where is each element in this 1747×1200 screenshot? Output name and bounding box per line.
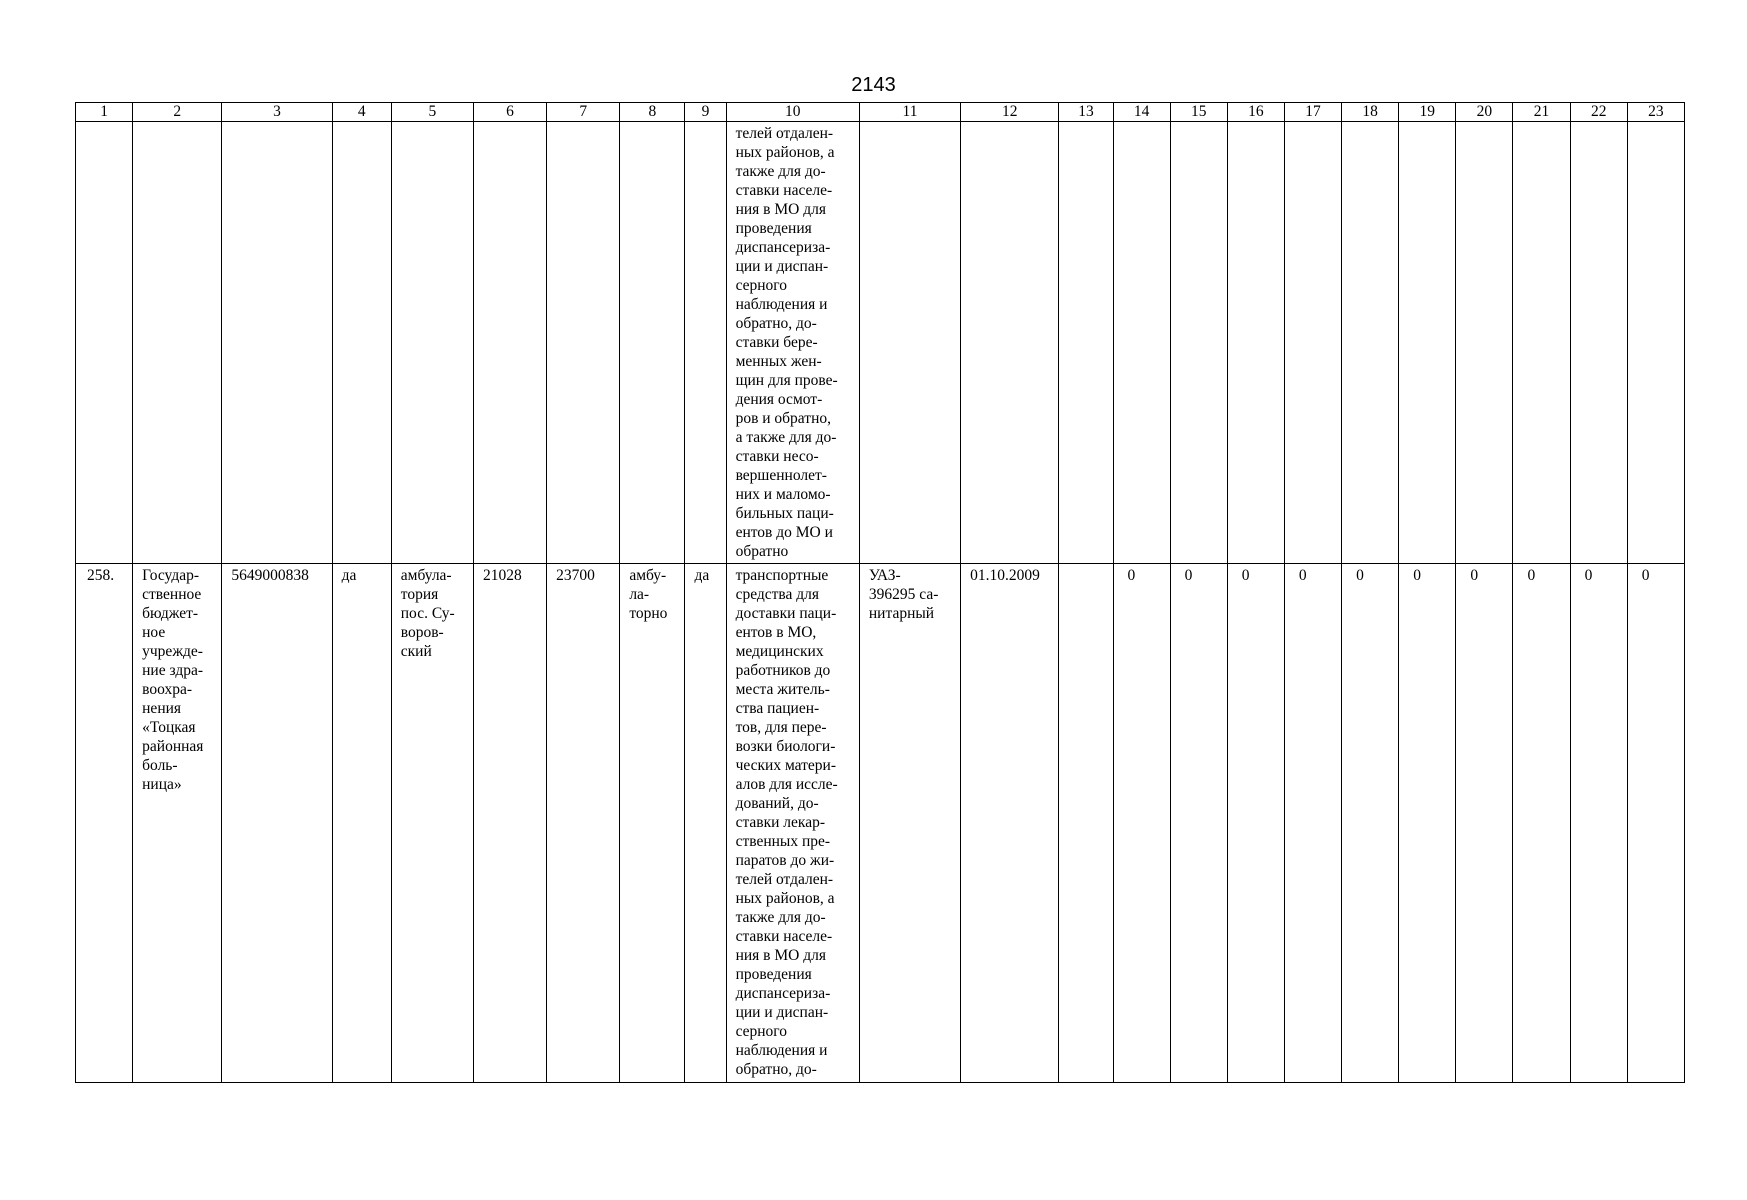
column-header: 18 — [1342, 103, 1399, 122]
column-header: 21 — [1513, 103, 1570, 122]
table-cell — [473, 122, 546, 564]
vehicle-cell: УАЗ- 396295 са- нитарный — [859, 564, 960, 1083]
table-row — [76, 564, 1685, 1083]
table-cell — [685, 122, 726, 564]
value-cell: 0 — [1284, 564, 1341, 1083]
value-cell: 0 — [1113, 564, 1170, 1083]
column-header: 8 — [620, 103, 685, 122]
table-cell — [1284, 122, 1341, 564]
table-cell — [961, 122, 1059, 564]
value-cell: 0 — [1342, 564, 1399, 1083]
table-cell: 23700 — [547, 564, 620, 1083]
care-type-cell: амбу- ла- торно — [620, 564, 685, 1083]
table-cell — [332, 122, 391, 564]
date-cell: 01.10.2009 — [961, 564, 1059, 1083]
column-header: 11 — [859, 103, 960, 122]
column-header: 12 — [961, 103, 1059, 122]
column-header: 17 — [1284, 103, 1341, 122]
table-cell: да — [332, 564, 391, 1083]
column-header: 3 — [222, 103, 332, 122]
table-cell: да — [685, 564, 726, 1083]
table-cell — [1342, 122, 1399, 564]
purpose-cell-continued: телей отдален- ных районов, а также для до- ставки населе- ния в МО для проведения диспансериза- ции и диспан- серного наблюдения и обратно, до- ставки бере- менных жен- щин для прове- дения осмот- ров и обратно, а также для до- ставки несо- вершеннолет- них и маломо- бильных паци- ентов до МО и обратно — [726, 122, 859, 564]
table-cell — [391, 122, 473, 564]
column-header: 13 — [1059, 103, 1113, 122]
table-cell — [1059, 564, 1113, 1083]
column-header: 9 — [685, 103, 726, 122]
table-cell — [133, 122, 222, 564]
column-header: 20 — [1456, 103, 1513, 122]
table-cell — [1227, 122, 1284, 564]
column-header: 16 — [1227, 103, 1284, 122]
column-header: 7 — [547, 103, 620, 122]
row-number-cell: 258. — [76, 564, 133, 1083]
table-cell — [1170, 122, 1227, 564]
continuation-row — [76, 122, 1685, 564]
table-cell — [1513, 122, 1570, 564]
table-cell — [1399, 122, 1456, 564]
page-number: 2143 — [851, 74, 896, 96]
column-header: 22 — [1570, 103, 1627, 122]
registry-table — [75, 102, 1685, 1083]
column-header: 4 — [332, 103, 391, 122]
table-cell — [1456, 122, 1513, 564]
column-header: 6 — [473, 103, 546, 122]
value-cell: 0 — [1170, 564, 1227, 1083]
column-header: 23 — [1627, 103, 1684, 122]
table-cell — [859, 122, 960, 564]
column-header: 2 — [133, 103, 222, 122]
table-cell — [1059, 122, 1113, 564]
table-cell — [1113, 122, 1170, 564]
unit-cell: амбула- тория пос. Су- воров- ский — [391, 564, 473, 1083]
table-cell — [620, 122, 685, 564]
table-cell — [76, 122, 133, 564]
column-header: 15 — [1170, 103, 1227, 122]
value-cell: 0 — [1513, 564, 1570, 1083]
value-cell: 0 — [1570, 564, 1627, 1083]
column-header: 1 — [76, 103, 133, 122]
value-cell: 0 — [1627, 564, 1684, 1083]
inn-cell: 5649000838 — [222, 564, 332, 1083]
organization-cell: Государ- ственное бюджет- ное учрежде- ние здра- воохра- нения «Тоцкая районная боль- ница» — [133, 564, 222, 1083]
table-cell — [222, 122, 332, 564]
value-cell: 0 — [1399, 564, 1456, 1083]
table-cell: 21028 — [473, 564, 546, 1083]
table-cell — [1627, 122, 1684, 564]
header-row — [76, 103, 1685, 122]
column-header: 5 — [391, 103, 473, 122]
column-header: 14 — [1113, 103, 1170, 122]
column-header: 19 — [1399, 103, 1456, 122]
value-cell: 0 — [1456, 564, 1513, 1083]
value-cell: 0 — [1227, 564, 1284, 1083]
table-cell — [1570, 122, 1627, 564]
column-header: 10 — [726, 103, 859, 122]
purpose-cell: транспортные средства для доставки паци- ентов в МО, медицинских работников до места житель- ства пациен- тов, для пере- возки биологи- ческих матери- алов для иссле- дований, до- ставки лекар- ственных пре- паратов до жи- телей отдален- ных районов, а также для до- ставки населе- ния в МО для проведения диспансериза- ции и диспан- серного наблюдения и обратно, до- — [726, 564, 859, 1083]
table-cell — [547, 122, 620, 564]
